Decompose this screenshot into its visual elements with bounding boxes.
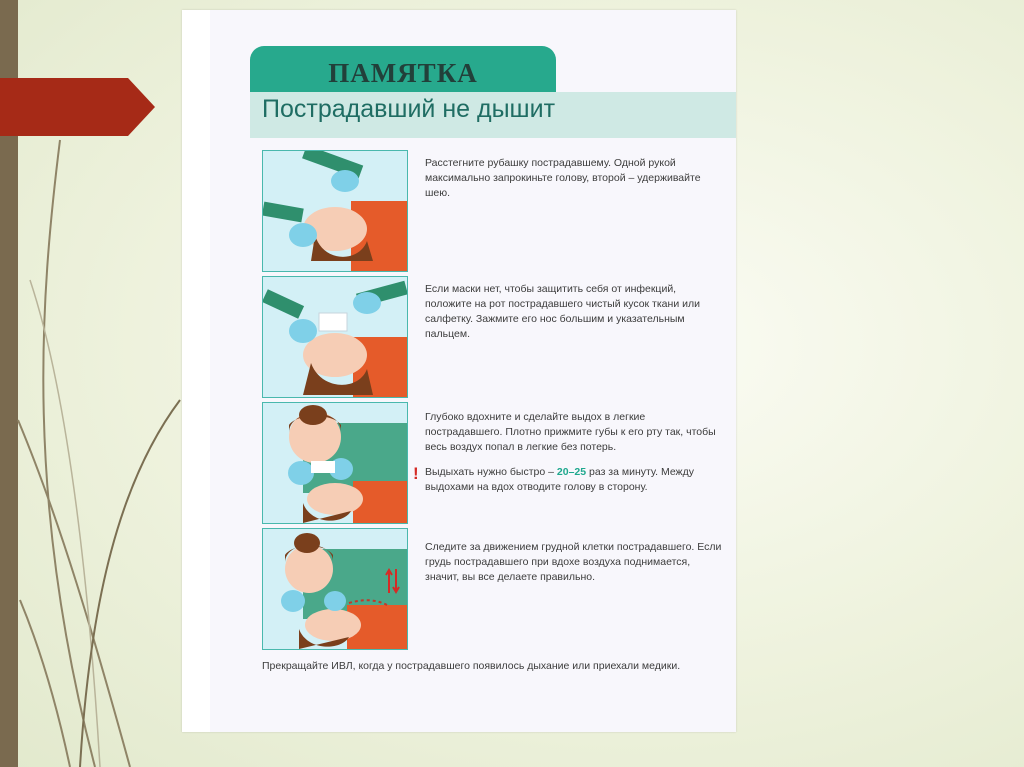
- memo-sheet: [210, 10, 736, 732]
- step-1-text: Расстегните рубашку пострадавшему. Одной рукой максимально запрокиньте голову, второй – удерживайте шею.: [425, 157, 701, 199]
- step-3-text: Глубоко вдохните и сделайте выдох в легкие пострадавшего. Плотно прижмите губы к его рту так, чтобы весь воздух попал в легкие без потерь.: [425, 411, 716, 453]
- memo-heading: ПАМЯТКА: [328, 58, 478, 88]
- step-4-text: Следите за движением грудной клетки пострадавшего. Если грудь пострадавшего при вдохе воздуха поднимается, значит, вы все делаете правильно.: [425, 541, 722, 583]
- step-4-illustration: [262, 528, 408, 650]
- memo-card: [182, 10, 736, 732]
- warning-text-start: Выдыхать нужно быстро –: [425, 466, 557, 478]
- step-2-text: Если маски нет, чтобы защитить себя от инфекций, положите на рот пострадавшего чистый кусок ткани или салфетку. Зажмите его нос большим и указательным пальцем.: [425, 283, 700, 340]
- step-3-illustration: [262, 402, 408, 524]
- breath-rate-highlight: 20–25: [556, 466, 587, 478]
- warning-mark: !: [413, 464, 419, 483]
- slide-arrow: [0, 78, 155, 136]
- memo-subtitle: Пострадавший не дышит: [262, 95, 556, 123]
- warning-text-end: раз за минуту. Между выдохами на вдох отводите голову в сторону.: [425, 466, 694, 493]
- up-down-arrows-icon: [385, 567, 401, 595]
- step-1-illustration: [262, 150, 408, 272]
- step-3-warning: [413, 464, 725, 495]
- memo-footer: Прекращайте ИВЛ, когда у пострадавшего появилось дыхание или приехали медики.: [262, 660, 681, 672]
- step-2-illustration: [262, 276, 408, 398]
